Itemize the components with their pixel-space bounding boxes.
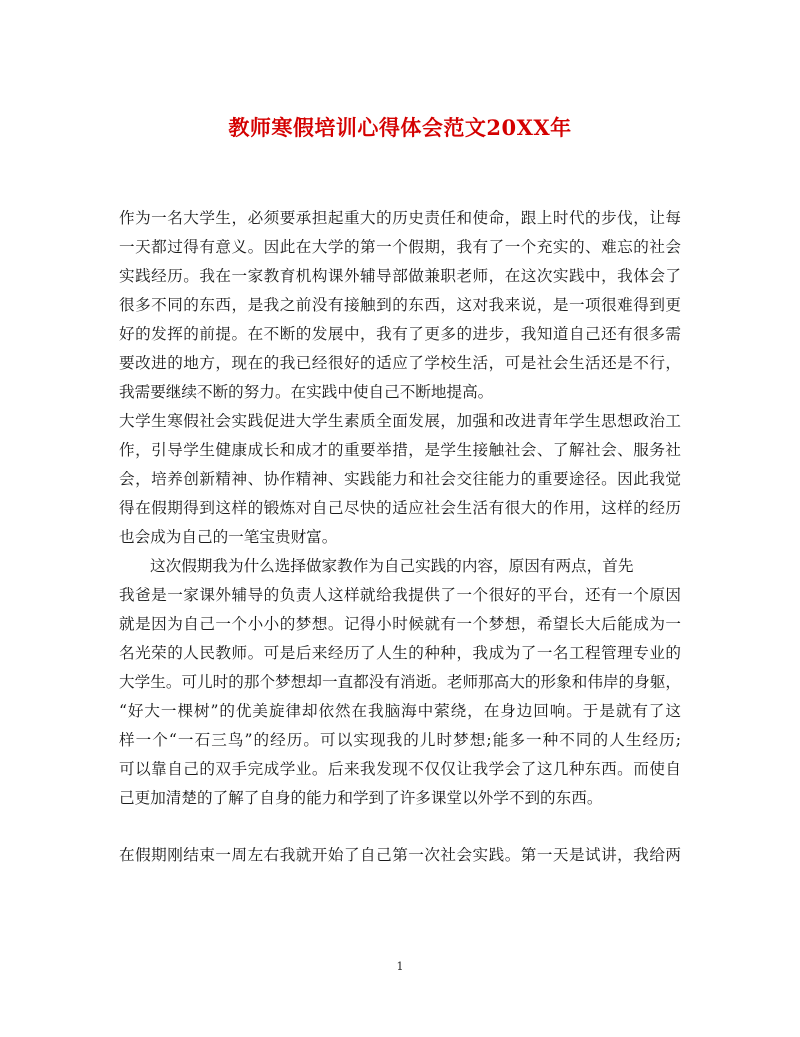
text-line: 大学生寒假社会实践促进大学生素质全面发展，加强和改进青年学生思想政治工 [119,412,681,430]
paragraph-spacer [119,813,681,841]
text-line: 得在假期得到这样的锻炼对自己尽快的适应社会生活有很大的作用，这样的经历 [119,499,681,517]
text-line: 我需要继续不断的努力。在实践中使自己不断地提高。 [119,383,494,401]
paragraph-1 [119,204,681,407]
text-line: 大学生。可儿时的那个梦想却一直都没有消逝。老师那高大的形象和伟岸的身躯， [119,673,681,691]
paragraph-3 [119,552,681,813]
text-line: 作为一名大学生，必须要承担起重大的历史责任和使命，跟上时代的步伐，让每 [119,209,681,227]
text-line: 要改进的地方，现在的我已经很好的适应了学校生活，可是社会生活还是不行， [119,354,681,372]
text-line: 很多不同的东西，是我之前没有接触到的东西，这对我来说，是一项很难得到更 [119,296,681,314]
text-line: 样一个“一石三鸟”的经历。可以实现我的儿时梦想;能多一种不同的人生经历; [119,731,681,749]
paragraph-4 [119,841,681,870]
text-line: 好的发挥的前提。在不断的发展中，我有了更多的进步，我知道自己还有很多需 [119,325,681,343]
text-line: 己更加清楚的了解了自身的能力和学到了许多课堂以外学不到的东西。 [119,789,603,807]
text-line: 会，培养创新精神、协作精神、实践能力和社会交往能力的重要途径。因此我觉 [119,470,681,488]
paragraph-2 [119,407,681,552]
text-line: 我爸是一家课外辅导的负责人这样就给我提供了一个很好的平台，还有一个原因 [119,586,681,604]
text-line: 名光荣的人民教师。可是后来经历了人生的种种，我成为了一名工程管理专业的 [119,644,681,662]
text-line: 在假期刚结束一周左右我就开始了自己第一次社会实践。第一天是试讲，我给两 [119,846,681,864]
document-body [119,204,681,870]
text-line: 实践经历。我在一家教育机构课外辅导部做兼职老师，在这次实践中，我体会了 [119,267,681,285]
text-line: 就是因为自己一个小小的梦想。记得小时候就有一个梦想，希望长大后能成为一 [119,615,681,633]
text-line: 一天都过得有意义。因此在大学的第一个假期，我有了一个充实的、难忘的社会 [119,238,681,256]
text-line: 也会成为自己的一笔宝贵财富。 [119,528,338,546]
text-line: 可以靠自己的双手完成学业。后来我发现不仅仅让我学会了这几种东西。而使自 [119,760,681,778]
page-number: 1 [396,960,404,973]
text-line: 这次假期我为什么选择做家教作为自己实践的内容，原因有两点，首先 [150,557,634,575]
document-title: 教师寒假培训心得体会范文20XX年 [228,115,572,140]
text-line: “好大一棵树”的优美旋律却依然在我脑海中萦绕，在身边回响。于是就有了这 [119,702,681,720]
text-line: 作，引导学生健康成长和成才的重要举措，是学生接触社会、了解社会、服务社 [119,441,681,459]
